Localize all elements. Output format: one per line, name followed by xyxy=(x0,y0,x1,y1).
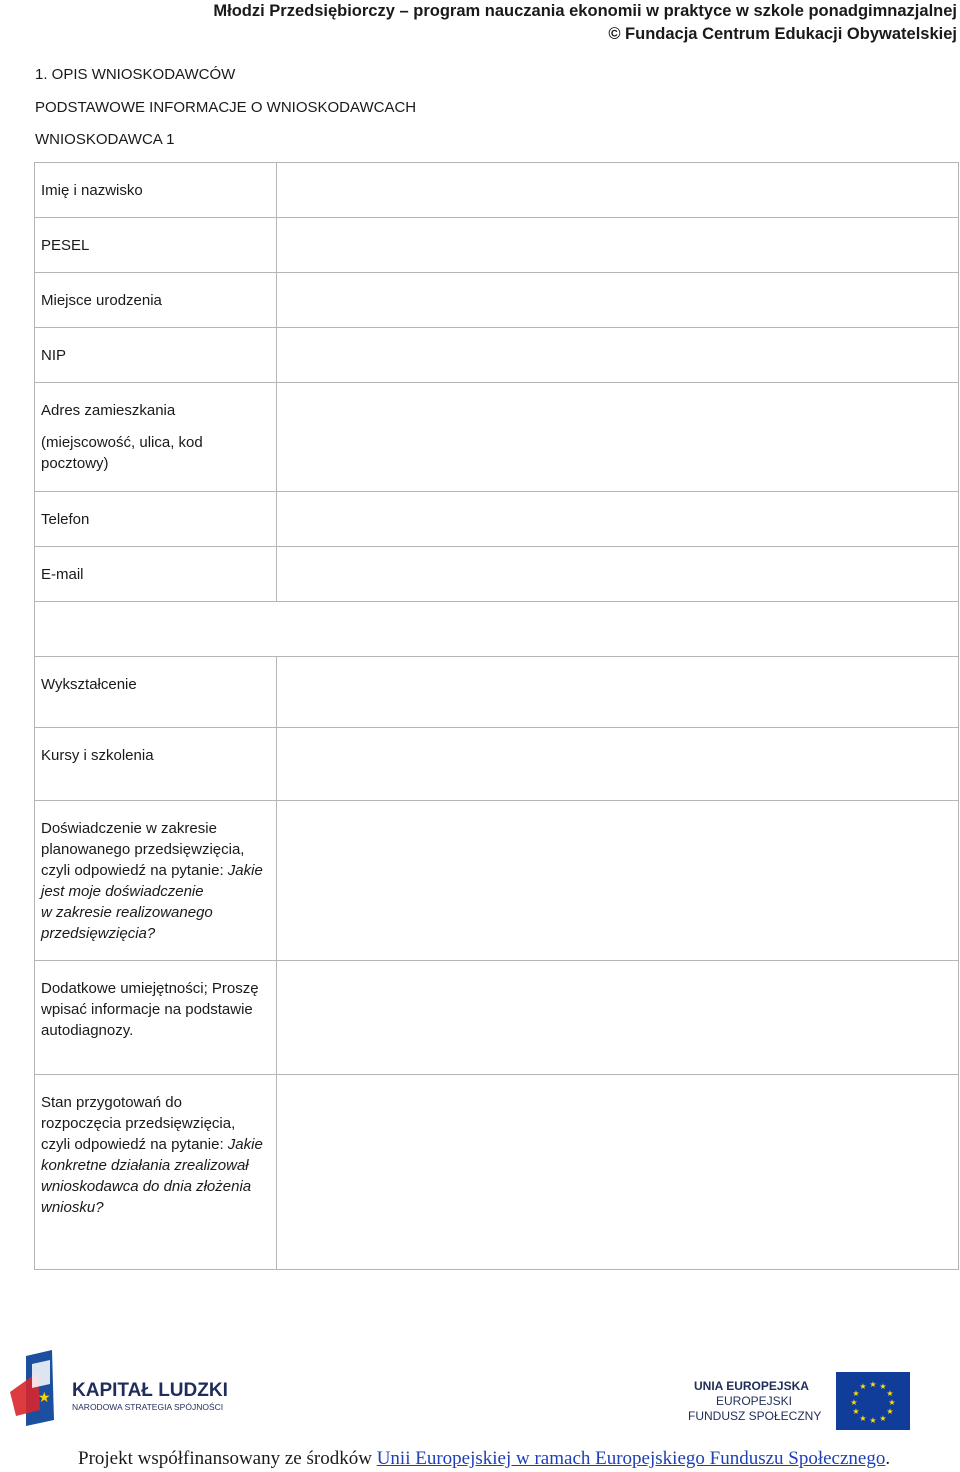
skills-field[interactable] xyxy=(277,961,959,1075)
name-field[interactable] xyxy=(277,163,959,218)
eu-logo-line1: UNIA EUROPEJSKA xyxy=(694,1379,809,1393)
birthplace-field[interactable] xyxy=(277,273,959,328)
footer-cofinancing-note: Projekt współfinansowany ze środków Unii Europejskiej w ramach Europejskiego Funduszu Społecznego. xyxy=(78,1448,891,1469)
svg-text:★: ★ xyxy=(879,1382,887,1391)
label-birthplace: Miejsce urodzenia xyxy=(35,273,277,328)
table-row xyxy=(35,961,959,1075)
preparation-field[interactable] xyxy=(277,1075,959,1270)
table-row xyxy=(35,163,959,218)
kapital-ludzki-subtitle: NARODOWA STRATEGIA SPÓJNOŚCI xyxy=(72,1402,224,1412)
table-row xyxy=(35,328,959,383)
svg-text:★: ★ xyxy=(888,1398,896,1407)
label-email: E-mail xyxy=(35,547,277,602)
spacer-row xyxy=(35,602,959,657)
table-row xyxy=(35,383,959,492)
pesel-field[interactable] xyxy=(277,218,959,273)
label-courses: Kursy i szkolenia xyxy=(35,728,277,801)
section-subheading: PODSTAWOWE INFORMACJE O WNIOSKODAWCACH xyxy=(35,99,417,116)
svg-text:★: ★ xyxy=(852,1407,860,1416)
svg-text:★: ★ xyxy=(850,1398,858,1407)
kapital-ludzki-title: KAPITAŁ LUDZKI xyxy=(72,1380,228,1401)
table-row xyxy=(35,218,959,273)
label-address: Adres zamieszkania (miejscowość, ulica, kod pocztowy) xyxy=(35,383,277,492)
svg-text:★: ★ xyxy=(869,1416,877,1425)
page-header xyxy=(213,0,957,46)
label-experience: Doświadczenie w zakresie planowanego przedsięwzięcia, czyli odpowiedź na pytanie: Jakie jest moje doświadczenie w zakresie realizowanego przedsięwzięcia? xyxy=(35,801,277,961)
kapital-ludzki-logo xyxy=(8,1350,248,1430)
svg-text:★: ★ xyxy=(859,1414,867,1423)
courses-field[interactable] xyxy=(277,728,959,801)
svg-text:★: ★ xyxy=(859,1382,867,1391)
applicant-form-table xyxy=(34,162,959,1270)
table-row xyxy=(35,492,959,547)
phone-field[interactable] xyxy=(277,492,959,547)
svg-text:★: ★ xyxy=(886,1389,894,1398)
label-pesel: PESEL xyxy=(35,218,277,273)
footer-eu-link[interactable]: Unii Europejskiej w ramach Europejskiego Funduszu Społecznego xyxy=(376,1448,886,1469)
svg-text:★: ★ xyxy=(879,1414,887,1423)
table-row xyxy=(35,273,959,328)
table-row xyxy=(35,547,959,602)
label-preparation: Stan przygotowań do rozpoczęcia przedsięwzięcia, czyli odpowiedź na pytanie: Jakie konkretne działania zrealizował wnioskodawca do dnia złożenia wniosku? xyxy=(35,1075,277,1270)
svg-text:★: ★ xyxy=(852,1389,860,1398)
label-nip: NIP xyxy=(35,328,277,383)
table-row xyxy=(35,657,959,728)
applicant-label: WNIOSKODAWCA 1 xyxy=(35,131,175,148)
svg-text:★: ★ xyxy=(886,1407,894,1416)
eu-logo-line2: EUROPEJSKI xyxy=(716,1394,793,1408)
experience-field[interactable] xyxy=(277,801,959,961)
table-row xyxy=(35,602,959,657)
label-phone: Telefon xyxy=(35,492,277,547)
eu-logo-line3: FUNDUSZ SPOŁECZNY xyxy=(688,1409,822,1423)
eu-logo xyxy=(686,1370,912,1432)
education-field[interactable] xyxy=(277,657,959,728)
header-program-title: Młodzi Przedsiębiorczy – program nauczania ekonomii w praktyce w szkole ponadgimnazjalnej xyxy=(213,2,957,20)
table-row xyxy=(35,801,959,961)
nip-field[interactable] xyxy=(277,328,959,383)
label-education: Wykształcenie xyxy=(35,657,277,728)
label-skills: Dodatkowe umiejętności; Proszę wpisać informacje na podstawie autodiagnozy. xyxy=(35,961,277,1075)
table-row xyxy=(35,728,959,801)
header-copyright: © Fundacja Centrum Edukacji Obywatelskiej xyxy=(608,25,957,43)
label-name: Imię i nazwisko xyxy=(35,163,277,218)
email-field[interactable] xyxy=(277,547,959,602)
svg-text:★: ★ xyxy=(38,1390,51,1406)
table-row xyxy=(35,1075,959,1270)
address-field[interactable] xyxy=(277,383,959,492)
svg-text:★: ★ xyxy=(869,1380,877,1389)
section-heading: 1. OPIS WNIOSKODAWCÓW xyxy=(35,66,236,83)
